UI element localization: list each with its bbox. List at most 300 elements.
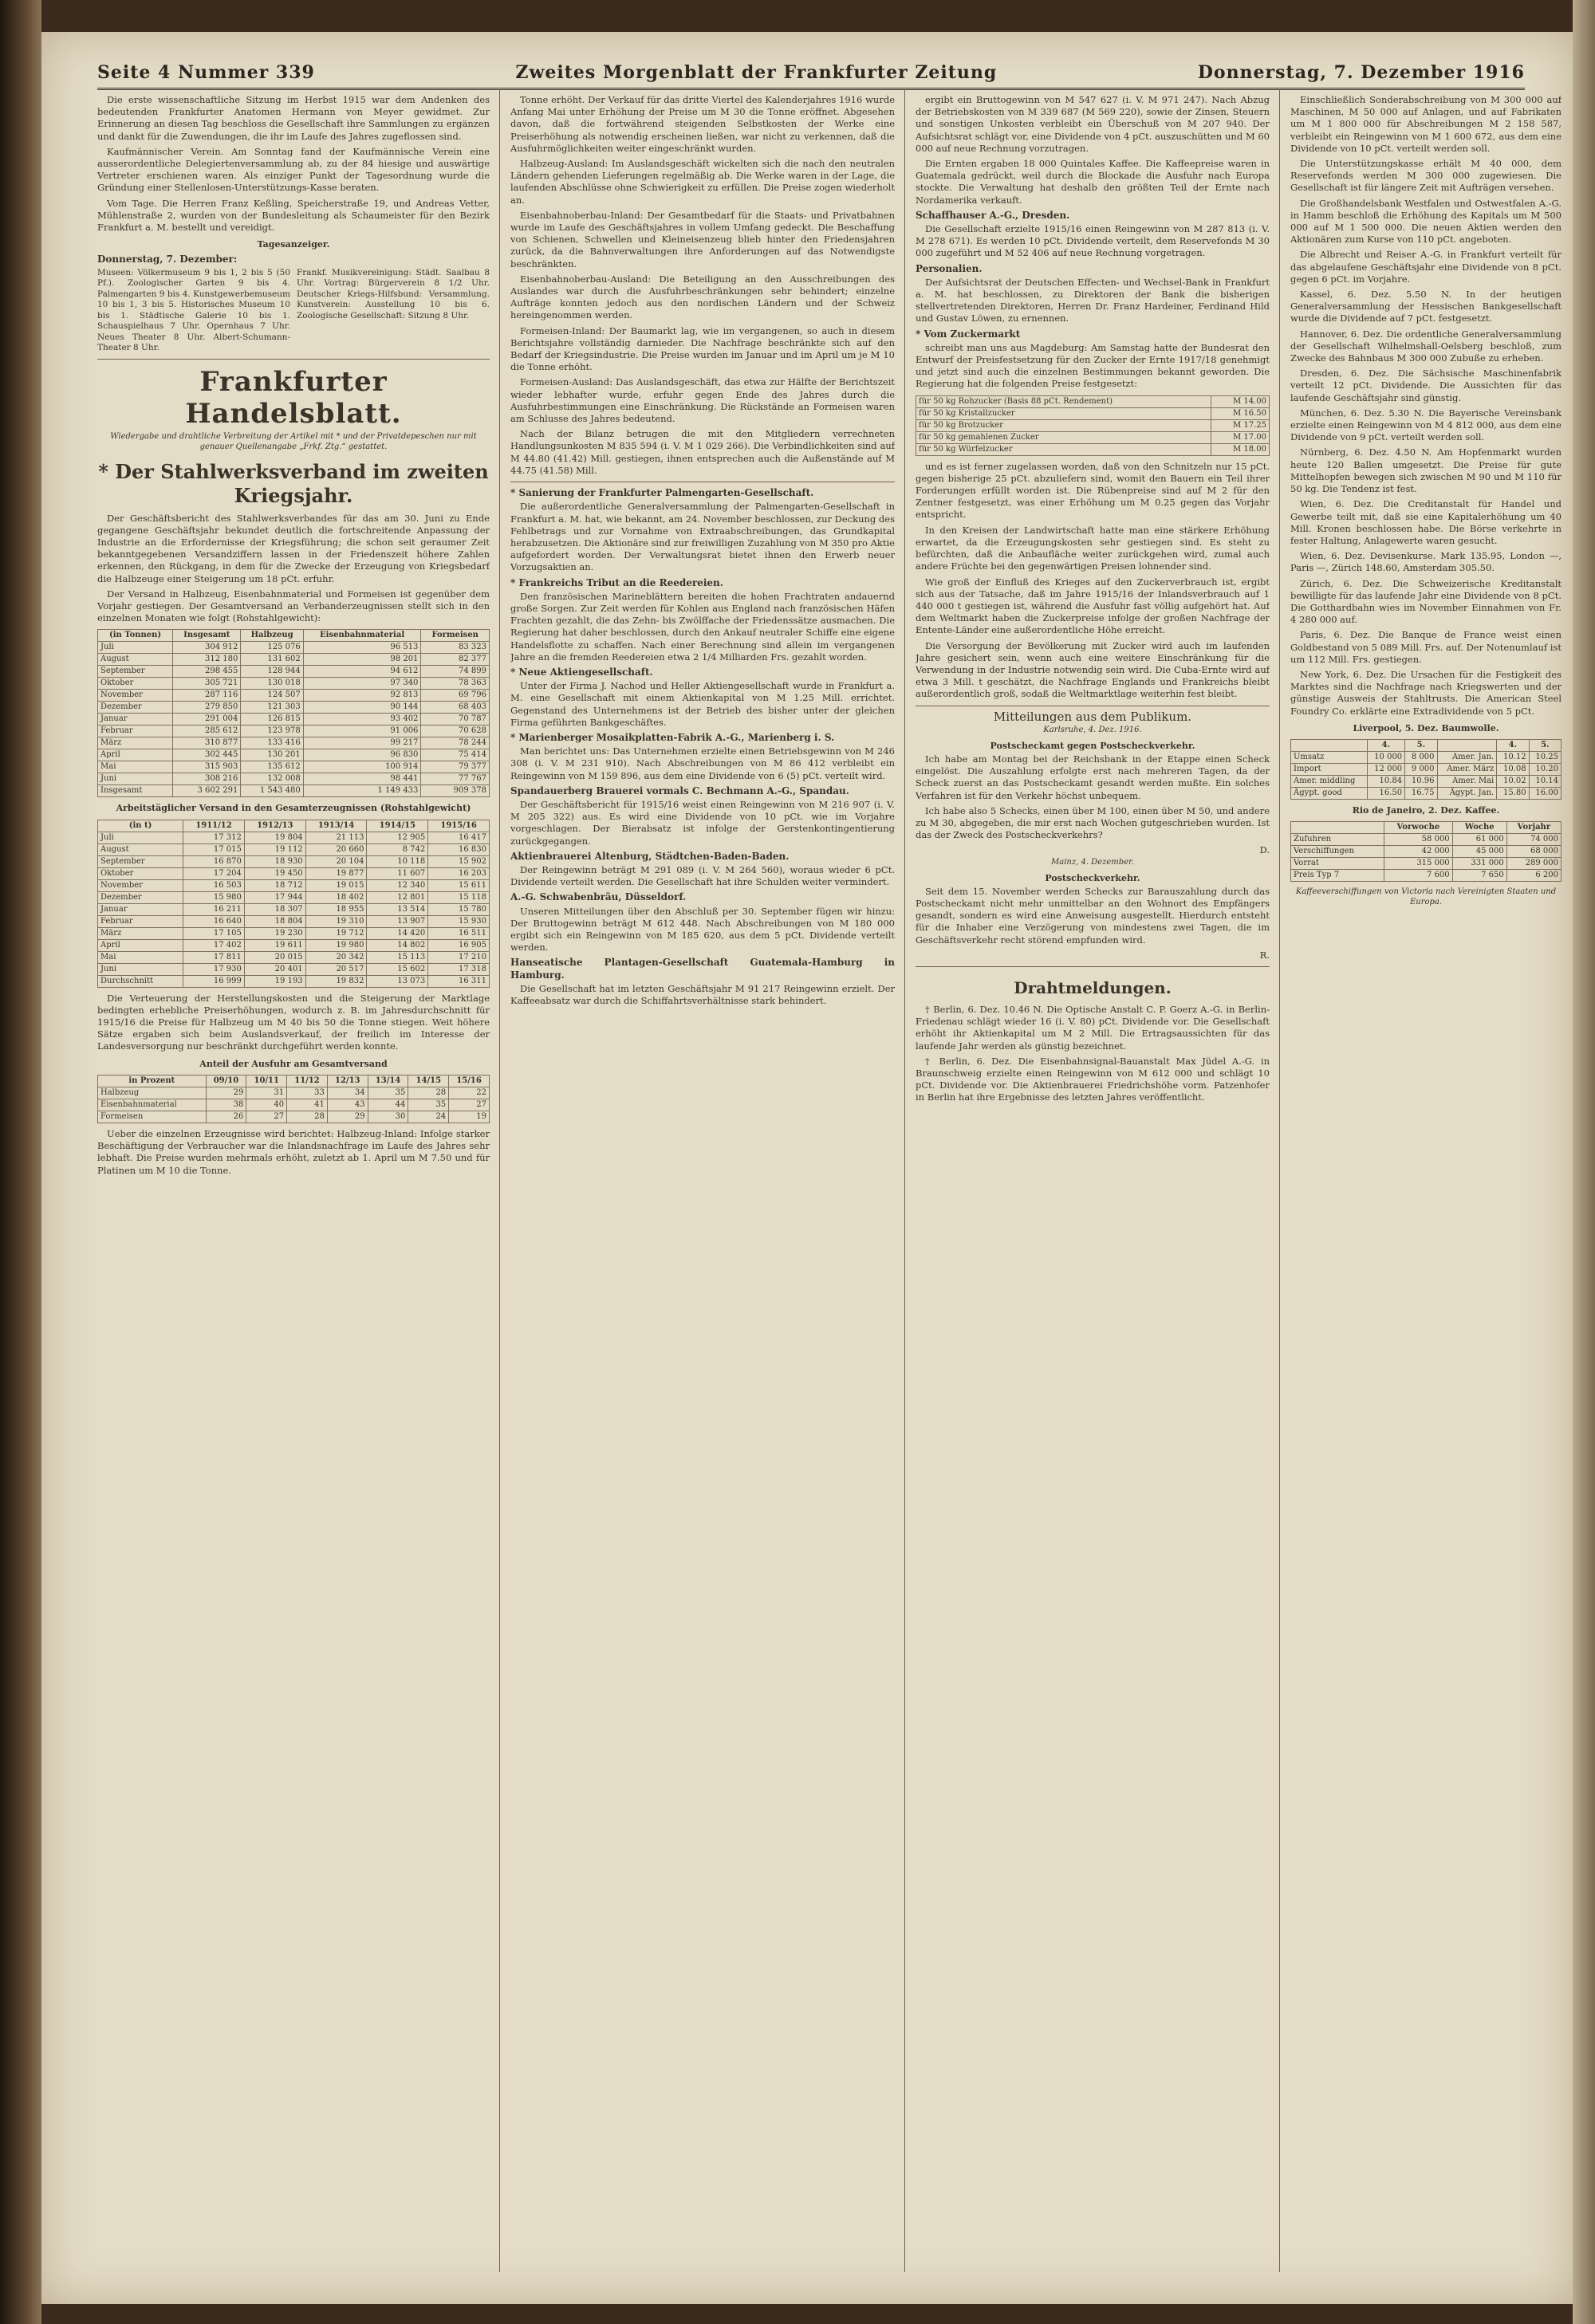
table-row [98,975,490,987]
table-cell: 12 340 [367,879,428,891]
table-cell: Januar [98,714,173,726]
table-cell: 12 000 [1367,763,1405,775]
table-cell: 98 201 [303,654,421,666]
paragraph: und es ist ferner zugelassen worden, daß von den Schnitzeln nur 15 pCt. gegen bisherige 25 pCt. abzuliefern sind, womit den Bauern ein Teil ihrer Forderungen erfüllt worden ist. Die Rübenpreise sind auf M 2 für den Zentner festgesetzt, was einer Erhöhung um M 0.25 gegen das Vorjahr entspricht. [916,460,1270,521]
table-cell: 10.14 [1529,775,1561,787]
table-cell: 43 [327,1099,368,1111]
table-cell: 35 [368,1087,408,1099]
table-cell: 9 000 [1405,763,1437,775]
table-row [98,939,490,951]
paragraph: Tonne erhöht. Der Verkauf für das dritte Viertel des Kalenderjahres 1916 wurde Anfang Mai unter Erhöhung der Preise um M 30 die Tonne eröffnet. Abgesehen davon, daß die fortwährend steigenden Selbstkosten der Werke eine Preiserhöhung als notwendig erscheinen ließen, war nicht zu verkennen, daß die Ausfuhrmöglichkeiten weiter eingeschränkt wurden. [510,94,895,154]
paragraph: Der Aufsichtsrat der Deutschen Effecten- und Wechsel-Bank in Frankfurt a. M. hat beschlossen, zu Direktoren der Bank die bisherigen stellvertretenden Direktoren, Herren Dr. Franz Hardeiner, Ferdinand Hild und Gustav Löwen, zu ernennen. [916,276,1270,324]
table-cell: 16 870 [183,855,245,867]
paragraph: Die Verteuerung der Herstellungskosten und die Steigerung der Marktlage bedingten erhebliche Preiserhöhungen, wodurch z. B. im Jahresdurchschnitt für 1915/16 die Preise für Halbzeug um M 40 bis 50 die Tonne stiegen. Weit höhere Sätze ergaben sich beim Auslandsverkauf, der freilich im Interesse der Landesversorgung nur beschränkt durchgeführt werden konnte. [97,992,490,1052]
table-cell: 58 000 [1384,834,1453,846]
table-cell: Juni [98,773,173,785]
zucker-price-table [916,395,1270,456]
table-cell: 15 980 [183,891,245,903]
table-header-cell: Insgesamt [173,630,241,642]
column-rule [1279,89,1280,2272]
table-row [98,879,490,891]
table-header-cell: in Prozent [98,1075,207,1087]
divider [97,359,490,360]
table-cell: 15 902 [428,855,490,867]
table-cell: 35 [408,1099,449,1111]
table-cell: 16 999 [183,975,245,987]
table-cell: 8 000 [1405,751,1437,763]
table-cell: 20 104 [305,855,367,867]
paragraph: Halbzeug-Ausland: Im Auslandsgeschäft wickelten sich die nach den neutralen Ländern gehenden Lieferungen regelmäßig ab. Die Werke waren in der Lage, die laufenden Abschlüsse ohne Schwierigkeit zu erfüllen. Die Preise zogen wiederholt an. [510,158,895,206]
handelsblatt-subline: Wiedergabe und drahtliche Verbreitung der Artikel mit * und der Privatdepeschen nur mit genauer Quellenangabe „Frkf. Ztg.“ gestattet. [110,431,477,451]
table-cell: 28 [408,1087,449,1099]
table-row [98,737,490,749]
table-cell: 17 204 [183,867,245,879]
table-header-cell: 1913/14 [305,820,367,832]
tagesanzeiger-title: Tagesanzeiger. [257,239,330,250]
table-header-cell: 13/14 [368,1075,408,1087]
table-cell: 70 787 [421,714,490,726]
paragraph: Wien, 6. Dez. Devisenkurse. Mark 135.95, London —, Paris —, Zürich 148.60, Amsterdam 305.50. [1290,550,1562,574]
notice-title: Mitteilungen aus dem Publikum. [993,709,1192,724]
table-cell: 61 000 [1452,834,1506,846]
paragraph: Ich habe am Montag bei der Reichsbank in der Etappe einen Scheck eingelöst. Die Auszahlung erfolgte erst nach mehreren Tagen, da der Scheck zuerst an das Postscheckamt gesandt werden mußte. Ein solches Verfahren ist für den Verkehr höchst unbequem. [916,753,1270,801]
table-cell: M 14.00 [1211,395,1270,407]
table-row [98,654,490,666]
table-cell: 91 006 [303,726,421,737]
newspaper-page [41,32,1573,2304]
table-cell: M 17.25 [1211,419,1270,431]
table-header-cell: 15/16 [449,1075,490,1087]
table-cell: Durchschnitt [98,975,183,987]
table-row [98,761,490,773]
table-cell: 96 513 [303,642,421,654]
table-row [98,832,490,843]
article-heading: Aktienbrauerei Altenburg, Städtchen-Baden-Baden. [510,850,790,862]
table-cell: 24 [408,1111,449,1123]
table-header-cell: 14/15 [408,1075,449,1087]
table-row [98,642,490,654]
table-header-cell: 12/13 [327,1075,368,1087]
table-cell: 98 441 [303,773,421,785]
table-cell: 22 [449,1087,490,1099]
table-header-cell: 1915/16 [428,820,490,832]
article-heading: * Marienberger Mosaikplatten-Fabrik A.-G., Marienberg i. S. [510,731,835,743]
notice-subtitle: Postscheckverkehr. [1045,872,1140,883]
paragraph: Den französischen Marineblättern bereiten die hohen Frachtraten andauernd große Sorgen. Zur Zeit werden für Kohlen aus England nach französischen Häfen Frachten gezahlt, die das Zehn- bis Zwölffache der Friedenssätze ausmachen. Die Regierung hat daher beschlossen, durch den Ankauf neutraler Schiffe eine eigene Handelsflotte zu schaffen. Nach einer Berechnung sind allein im vergangenen Jahre an die fremden Reedereien etwa 2 1/4 Milliarden Frs. gezahlt worden. [510,590,895,663]
table-header-cell: 1914/15 [367,820,428,832]
table-cell: 78 363 [421,678,490,690]
arbeitstaeglich-table [97,820,490,988]
column-1 [97,94,490,2272]
table-cell: 14 802 [367,939,428,951]
notice-place: Mainz, 4. Dezember. [1051,857,1134,867]
table-cell: 17 811 [183,951,245,963]
table-cell: 16 311 [428,975,490,987]
tagesanzeiger-left: Museen: Völkermuseum 9 bis 1, 2 bis 5 (50 Pf.). Zoologischer Garten 9 bis 4. Palmengarten 9 bis 4. Kunstgewerbemuseum 10 bis 1, 3 bis 5. Historisches Museum 10 bis 1. Städtische Galerie 10 bis 1. Schauspielhaus 7 Uhr. Opernhaus 7 Uhr. Neues Theater 8 Uhr. Albert-Schumann-Theater 8 Uhr. [97,267,290,353]
table-cell: 3 602 291 [173,785,241,797]
paragraph: Paris, 6. Dez. Die Banque de France weist einen Goldbestand von 5 089 Mill. Frs. auf. Der Notenumlauf ist um 112 Mill. Frs. gestiegen. [1290,629,1562,665]
table-cell: November [98,690,173,702]
table-cell: 331 000 [1452,858,1506,870]
table-row [98,1087,490,1099]
table-cell: 1 149 433 [303,785,421,797]
table-cell: 75 414 [421,749,490,761]
table-cell: Februar [98,915,183,927]
table-cell: 19 712 [305,927,367,939]
table-cell: 27 [246,1111,287,1123]
table-cell: 14 420 [367,927,428,939]
paragraph: Wien, 6. Dez. Die Creditanstalt für Handel und Gewerbe teilt mit, daß sie eine Kapitalerhöhung um 40 Mill. Kronen beschlossen habe. Die Börse verkehrte in fester Haltung, Anlagewerte waren gesucht. [1290,498,1562,546]
table-row [1291,834,1562,846]
table-cell: 19 877 [305,867,367,879]
table-row [98,785,490,797]
table-cell: 16 511 [428,927,490,939]
table-cell: Umsatz [1291,751,1368,763]
table-cell: 29 [327,1111,368,1123]
article-title: * Der Stahlwerksverband im zweiten Kriegsjahr. [98,459,489,507]
table-cell: 15 611 [428,879,490,891]
table-cell: 16 211 [183,903,245,915]
table-cell: für 50 kg Kristallzucker [916,407,1211,419]
table-cell: 79 377 [421,761,490,773]
tagesanzeiger-date: Donnerstag, 7. Dezember: [97,254,238,265]
table-cell: Dezember [98,891,183,903]
table-cell: 310 877 [173,737,241,749]
table-row [98,690,490,702]
table-cell: Vorrat [1291,858,1384,870]
paragraph: † Berlin, 6. Dez. Die Eisenbahnsignal-Bauanstalt Max Jüdel A.-G. in Braunschweig erzielte einen Reingewinn von M 612 000 und schlägt 10 pCt. Dividende vor. Die Aktienbrauerei Friedrichshöhe vorm. Patzenhofer in Berlin hat ihre Ergebnisse des letzten Jahres veröffentlicht. [916,1055,1270,1103]
table-header-cell [1437,739,1497,751]
paragraph: Die Albrecht und Reiser A.-G. in Frankfurt verteilt für das abgelaufene Geschäftsjahr eine Dividende von 8 pCt. gegen 6 pCt. im Vorjahre. [1290,249,1562,285]
paragraph: Die Großhandelsbank Westfalen und Ostwestfalen A.-G. in Hamm beschloß die Erhöhung des Kapitals um M 500 000 auf M 1 500 000. Die neuen Aktien werden den Aktionären zum Kurse von 110 pCt. angeboten. [1290,197,1562,246]
table-cell: 17 105 [183,927,245,939]
table-cell: 298 455 [173,666,241,678]
table-cell: 19 193 [244,975,305,987]
table-cell: 21 113 [305,832,367,843]
table-cell: 17 318 [428,963,490,975]
table-cell: Insgesamt [98,785,173,797]
table-cell: 15 118 [428,891,490,903]
table-cell: Dezember [98,702,173,714]
table-cell: 291 004 [173,714,241,726]
table-cell: 42 000 [1384,846,1453,858]
table-header-cell: 1912/13 [244,820,305,832]
table-cell: für 50 kg Würfelzucker [916,443,1211,455]
table-cell: September [98,855,183,867]
table-header-cell: 4. [1497,739,1529,751]
table-cell: 19 980 [305,939,367,951]
table-row [98,678,490,690]
paragraph: Kassel, 6. Dez. 5.50 N. In der heutigen Generalversammlung der Hessischen Bankgesellschaft wurde die Dividende auf 7 pCt. festgesetzt. [1290,289,1562,324]
table-cell: 100 914 [303,761,421,773]
paragraph: Ich habe also 5 Schecks, einen über M 100, einen über M 50, und andere zu M 30, abgegeben, die mir erst nach Wochen gutgeschrieben wurden. Ist das der Zweck des Postscheckverkehrs? [916,804,1270,841]
table-cell: Preis Typ 7 [1291,870,1384,882]
header-page-number: Seite 4 Nummer 339 [97,62,315,83]
table-cell: 16 640 [183,915,245,927]
table-row [98,702,490,714]
table-row [98,867,490,879]
article-heading: Spandauerberg Brauerei vormals C. Bechmann A.-G., Spandau. [510,784,849,796]
table-cell: 13 907 [367,915,428,927]
table-cell: 17 944 [244,891,305,903]
table-cell: August [98,843,183,855]
table-cell: 10 000 [1367,751,1405,763]
table-cell: 287 116 [173,690,241,702]
table-header-cell [1291,739,1368,751]
article-heading: Hanseatische Plantagen-Gesellschaft Guatemala-Hamburg in Hamburg. [510,957,895,981]
table-cell: August [98,654,173,666]
header-date: Donnerstag, 7. Dezember 1916 [1197,62,1525,83]
table-cell: 12 801 [367,891,428,903]
paragraph: In den Kreisen der Landwirtschaft hatte man eine stärkere Erhöhung erwartet, da die Erzeugungskosten sehr gestiegen sind. Es steht zu befürchten, daß die Anbaufläche weiter zurückgehen wird, zumal auch andere Früchte bei den gegenwärtigen Preisen lohnender sind. [916,524,1270,572]
table-cell: 29 [206,1087,246,1099]
table-cell: 15.80 [1497,787,1529,799]
table-cell: 17 402 [183,939,245,951]
paragraph: Die Ernten ergaben 18 000 Quintales Kaffee. Die Kaffeepreise waren in Guatemala gedrückt, weil durch die Blockade die Ausfuhr nach Europa stockte. Die Verwaltung hat deshalb den größten Teil der Ernte nach Nordamerika verkauft. [916,158,1270,206]
paragraph: Kaufmännischer Verein. Am Sonntag fand der Kaufmännische Verein eine ausserordentliche Delegiertenversammlung ab, zu der 84 hiesige und auswärtige Vertreter erschienen waren. Als einziger Punkt der Tagesordnung wurde die Gründung einer Stellenlosen-Unterstützungs-Kasse beraten. [97,145,490,194]
paragraph: Zürich, 6. Dez. Die Schweizerische Kreditanstalt bewilligte für das laufende Jahr eine Dividende von 8 pCt. Die Gotthardbahn wies im November Einnahmen von Fr. 4 280 000 auf. [1290,577,1562,626]
table-cell: 96 830 [303,749,421,761]
table-cell: 92 813 [303,690,421,702]
paragraph: Eisenbahnoberbau-Ausland: Die Beteiligung an den Ausschreibungen des Auslandes war durch die Ausfuhrbeschränkungen sehr behindert; einzelne Aufträge konnten jedoch aus den nordischen Ländern und der Schweiz hereingenommen werden. [510,273,895,321]
table-cell: 31 [246,1087,287,1099]
table-cell: 16 503 [183,879,245,891]
table-cell: 18 307 [244,903,305,915]
table-row [916,395,1270,407]
table-cell: 312 180 [173,654,241,666]
table-cell: 17 015 [183,843,245,855]
paragraph: Seit dem 15. November werden Schecks zur Barauszahlung durch das Postscheckamt nicht mehr unmittelbar an den Wohnort des Empfängers gesandt, sondern es wird eine Anweisung ausgestellt. Hierdurch entsteht für die Inhaber eine Verzögerung von mindestens zwei Tagen, die im Geschäftsverkehr recht störend empfunden wird. [916,885,1270,946]
table-cell: 16 905 [428,939,490,951]
paragraph: Formeisen-Ausland: Das Auslandsgeschäft, das etwa zur Hälfte der Berichtszeit wieder lebhafter wurde, erfuhr gegen Ende des Jahres durch die Ausfuhrbestimmungen eine Einschränkung. Die Rückstände an Formeisen waren am Schlusse des Jahres bedeutend. [510,376,895,425]
table-header-cell: 5. [1405,739,1437,751]
table-cell: Juli [98,832,183,843]
paragraph: Unseren Mitteilungen über den Abschluß per 30. September fügen wir hinzu: Der Bruttogewinn beträgt M 612 448. Nach Abschreibungen von M 180 000 ergibt sich ein Reingewinn von M 185 620, aus dem 5 pCt. Dividende verteilt werden. [510,905,895,954]
table-cell: April [98,939,183,951]
table-cell: Ägypt. good [1291,787,1368,799]
table-header-cell: Vorjahr [1506,822,1561,834]
table-header-cell: (in Tonnen) [98,630,173,642]
table-row [98,903,490,915]
table-cell: für 50 kg Brotzucker [916,419,1211,431]
table-cell: 26 [206,1111,246,1123]
table-cell: 19 450 [244,867,305,879]
table-cell: 131 602 [241,654,303,666]
table-cell: Amer. Jan. [1437,751,1497,763]
paragraph: Die Unterstützungskasse erhält M 40 000, dem Reservefonds werden M 300 000 zugewiesen. Die Gesellschaft ist für längere Zeit mit Aufträgen versehen. [1290,158,1562,194]
table-cell: Mai [98,761,173,773]
table-cell: Januar [98,903,183,915]
table-row [98,963,490,975]
paragraph: Der Reingewinn beträgt M 291 089 (i. V. M 264 560), woraus wieder 6 pCt. Dividende verteilt werden. Die Gesellschaft hat ihre Schulden weiter vermindert. [510,863,895,888]
table-cell: 10.96 [1405,775,1437,787]
table-cell: 124 507 [241,690,303,702]
rio-title: Rio de Janeiro, 2. Dez. Kaffee. [1352,804,1500,816]
table-cell: 78 244 [421,737,490,749]
table-cell: April [98,749,173,761]
table-cell: 27 [449,1099,490,1111]
table-cell: 74 899 [421,666,490,678]
table-row [1291,787,1562,799]
article-heading: * Vom Zuckermarkt [916,328,1021,340]
table-cell: 90 144 [303,702,421,714]
table-row [1291,870,1562,882]
table-cell: 10.02 [1497,775,1529,787]
article-heading: A.-G. Schwabenbräu, Düsseldorf. [510,891,687,903]
table-cell: 8 742 [367,843,428,855]
table-cell: 126 815 [241,714,303,726]
table-cell: 133 416 [241,737,303,749]
table-cell: November [98,879,183,891]
table-cell: Formeisen [98,1111,207,1123]
footer-note: Kaffeeverschiffungen von Victoria nach Vereinigten Staaten und Europa. [1295,887,1557,907]
table-cell: M 17.00 [1211,431,1270,443]
table-cell: 1 543 480 [241,785,303,797]
paragraph: New York, 6. Dez. Die Ursachen für die Festigkeit des Marktes sind die Nachfrage nach Kriegswerten und der günstige Ausweis der Stahltrusts. Die American Steel Foundry Co. erklärte eine Extradividende von 5 pCt. [1290,668,1562,717]
table-cell: 305 721 [173,678,241,690]
notice-signature: D. [1259,844,1270,856]
book-binding [0,0,41,2324]
table-header-cell: (in t) [98,820,183,832]
table-cell: 19 230 [244,927,305,939]
table-cell: 41 [287,1099,328,1111]
table-cell: 18 955 [305,903,367,915]
paragraph: Der Versand in Halbzeug, Eisenbahnmaterial und Formeisen ist gegenüber dem Vorjahr gestiegen. Der Gesamtversand an Verbanderzeugnissen stellt sich in den einzelnen Monaten wie folgt (Rohstahlgewicht): [97,588,490,624]
article-heading: Personalien. [916,262,983,274]
drahtmeldungen-title: Drahtmeldungen. [1014,977,1172,997]
table-cell: 70 628 [421,726,490,737]
tagesanzeiger-listing [97,268,490,354]
table-cell: 94 612 [303,666,421,678]
table-cell: 82 377 [421,654,490,666]
table-cell: 19 611 [244,939,305,951]
table-header-cell: 11/12 [287,1075,328,1087]
table-header-cell: 1911/12 [183,820,245,832]
table-cell: 909 378 [421,785,490,797]
article-heading: * Sanierung der Frankfurter Palmengarten-Gesellschaft. [510,487,814,499]
table-cell: 16.00 [1529,787,1561,799]
table-cell: 308 216 [173,773,241,785]
table-cell: 16 830 [428,843,490,855]
table-row [916,407,1270,419]
table-cell: 6 200 [1506,870,1561,882]
paragraph: Die außerordentliche Generalversammlung der Palmengarten-Gesellschaft in Frankfurt a. M. hat, wie bekannt, am 24. November beschlossen, zur Deckung des Fehlbetrags und zur Vornahme von Extraabschreibungen, das Grundkapital herabzusetzen. Die Aktionäre sind zur freiwilligen Zuzahlung von M 350 pro Aktie aufgefordert worden. Der Verwaltungsrat bietet ihnen den Erwerb neuer Vorzugsaktien an. [510,501,895,573]
table-cell: 15 113 [367,951,428,963]
paragraph: Dresden, 6. Dez. Die Sächsische Maschinenfabrik verteilt 12 pCt. Dividende. Die Aussichten für das laufende Geschäftsjahr sind günstig. [1290,368,1562,403]
table-row [98,714,490,726]
table-cell: 18 804 [244,915,305,927]
table-cell: Verschiffungen [1291,846,1384,858]
table-cell: 7 600 [1384,870,1453,882]
table-row [1291,763,1562,775]
table-cell: 12 905 [367,832,428,843]
table-cell: 40 [246,1099,287,1111]
table-cell: 123 978 [241,726,303,737]
table-cell: 83 323 [421,642,490,654]
table-header-cell: Woche [1452,822,1506,834]
table-cell: Eisenbahnmaterial [98,1099,207,1111]
table-cell: 130 201 [241,749,303,761]
table-cell: für 50 kg Rohzucker (Basis 88 pCt. Rendement) [916,395,1211,407]
paragraph: Die Versorgung der Bevölkerung mit Zucker wird auch im laufenden Jahre gesichert sein, wenn auch eine weitere Einschränkung für die Verwendung in der Industrie notwendig sein wird. Die Cuba-Ernte wird auf etwa 3 Mill. t geschätzt, die Nachfrage Englands und Frankreichs bleibt außerordentlich groß, sodaß die Weltmarktlage weiterhin fest bleibt. [916,639,1270,700]
paragraph: Der Geschäftsbericht für 1915/16 weist einen Reingewinn von M 216 907 (i. V. M 205 322) aus. Es wird eine Dividende von 10 pCt. wie im Vorjahre vorgeschlagen. Der Bierabsatz ist infolge der Gerstenkontingentierung zurückgegangen. [510,798,895,847]
paragraph: Vom Tage. Die Herren Franz Keßling, Speicherstraße 19, und Andreas Vetter, Mühlenstraße 2, wurden von der Bundesleitung als Schaumeister für den Bezirk Frankfurt a. M. bestellt und vereidigt. [97,197,490,234]
table-cell: 10.12 [1497,751,1529,763]
table-cell: 20 517 [305,963,367,975]
table-cell: Oktober [98,867,183,879]
table-cell: 130 018 [241,678,303,690]
table-cell: 10.84 [1367,775,1405,787]
table-cell: Juni [98,963,183,975]
table-cell: 19 112 [244,843,305,855]
notice-place: Karlsruhe, 4. Dez. 1916. [1043,725,1142,734]
table-row [1291,751,1562,763]
table-row [916,419,1270,431]
table-cell: Amer. März [1437,763,1497,775]
table-cell: März [98,737,173,749]
table-cell: 10.20 [1529,763,1561,775]
page-header [97,46,1525,90]
paragraph: schreibt man uns aus Magdeburg: Am Samstag hatte der Bundesrat den Entwurf der Preisfestsetzung für den Zucker der Ernte 1917/18 genehmigt und jetzt sind auch die einzelnen Bestimmungen bekannt geworden. Die Regierung hat die folgenden Preise festgesetzt: [916,341,1270,390]
paragraph: † Berlin, 6. Dez. 10.46 N. Die Optische Anstalt C. P. Goerz A.-G. in Berlin-Friedenau schlägt wieder 16 (i. V. 80) pCt. Dividende vor. Die Gesellschaft erhöht ihr Aktienkapital um M 2 Mill. Die Ertragsaussichten für das laufende Jahr werden als günstig bezeichnet. [916,1003,1270,1052]
table-row [98,666,490,678]
versand-table [97,629,490,797]
table-cell: 17 930 [183,963,245,975]
table-cell: 19 832 [305,975,367,987]
article-heading: * Neue Aktiengesellschaft. [510,666,653,678]
notice-signature: R. [1259,949,1270,961]
paragraph: Die erste wissenschaftliche Sitzung im Herbst 1915 war dem Andenken des bedeutenden Frankfurter Anatomen Hermann von Meyer gewidmet. Zur Erinnerung an diesen Tag beschloss die Gesellschaft ihre Sammlungen zu ergänzen und dankt für die Zuwendungen, die ihr im Laufe des Jahres zugeflossen sind. [97,94,490,142]
table-cell: 302 445 [173,749,241,761]
table-cell: 45 000 [1452,846,1506,858]
page-edge [1573,0,1595,2324]
table-cell: 15 602 [367,963,428,975]
table-cell: 10 118 [367,855,428,867]
table-row [98,855,490,867]
table-row [916,431,1270,443]
table-row [1291,775,1562,787]
table-cell: 93 402 [303,714,421,726]
table-cell: Amer. Mai [1437,775,1497,787]
paragraph: Der Geschäftsbericht des Stahlwerksverbandes für das am 30. Juni zu Ende gegangene Geschäftsjahr bekundet deutlich die fortschreitende Anpassung der Industrie an die Erfordernisse der Kriegsführung; die schon seit geraumer Zeit bekanntgegebenen Versandziffern lassen in der Friedenszeit höhere Zahlen erkennen, den Rückgang, in dem für die Zwecke der Erzeugung von Kriegsbedarf die Halbzeuge einer Steigerung um 18 pCt. erfuhr. [97,512,490,584]
paragraph: Eisenbahnoberbau-Inland: Der Gesamtbedarf für die Staats- und Privatbahnen wurde im Laufe des Geschäftsjahres in vollem Umfang gedeckt. Die Beschaffung von Schienen, Schwellen und Kleineisenzeug blieb hinter den Friedensjahren zurück, da die Bahnverwaltungen ihre Anforderungen auf das Notwendigste beschränkten. [510,209,895,269]
table-cell: 279 850 [173,702,241,714]
table-cell: Mai [98,951,183,963]
table-cell: 68 403 [421,702,490,714]
table-cell: 19 015 [305,879,367,891]
table-cell: 13 514 [367,903,428,915]
table-cell: Amer. middling [1291,775,1368,787]
table-row [98,726,490,737]
table-cell: 135 612 [241,761,303,773]
paragraph: Wie groß der Einfluß des Krieges auf den Zuckerverbrauch ist, ergibt sich aus der Tatsache, daß im Jahre 1915/16 der Inlandsverbrauch auf 1 440 000 t gestiegen ist, während die Ausfuhr fast völlig aufgehört hat. Auf dem Weltmarkt haben die Zuckerpreise infolge der großen Nachfrage der Entente-Länder eine außerordentliche Höhe erreicht. [916,576,1270,636]
table-cell: 16 417 [428,832,490,843]
table-cell: Zufuhren [1291,834,1384,846]
table-cell: 20 660 [305,843,367,855]
table-cell: 18 712 [244,879,305,891]
table-header-cell: 5. [1529,739,1561,751]
table-cell: Import [1291,763,1368,775]
paragraph: Man berichtet uns: Das Unternehmen erzielte einen Betriebsgewinn von M 246 308 (i. V. M 231 910). Nach Abschreibungen von M 86 412 verbleibt ein Reingewinn von M 159 896, aus dem eine Dividende von 6 (5) pCt. verteilt wird. [510,745,895,781]
table-cell: 74 000 [1506,834,1561,846]
table-cell: 97 340 [303,678,421,690]
table-cell: 16 203 [428,867,490,879]
table-cell: September [98,666,173,678]
notice-subtitle: Postscheckamt gegen Postscheckverkehr. [990,740,1195,751]
article-heading: Schaffhauser A.-G., Dresden. [916,209,1070,221]
table-cell: 34 [327,1087,368,1099]
table-cell: 44 [368,1099,408,1111]
